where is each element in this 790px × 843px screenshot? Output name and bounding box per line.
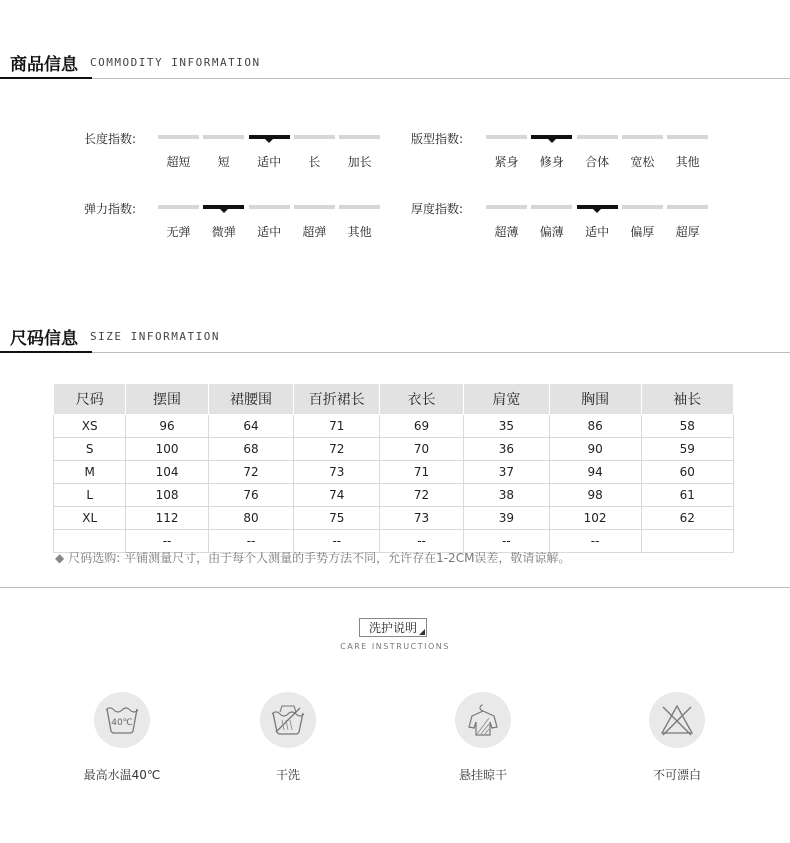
table-cell: 62 — [641, 507, 733, 530]
size-divider-accent — [0, 351, 92, 353]
index-option: 修身 — [539, 155, 564, 169]
table-cell: 72 — [380, 484, 464, 507]
size-table-header — [54, 384, 734, 415]
index-option: 宽松 — [630, 155, 655, 169]
index-bar — [667, 205, 708, 209]
table-cell: 68 — [208, 438, 294, 461]
index-bar — [294, 205, 335, 209]
no-bleach-icon — [649, 692, 705, 748]
care-title: 洗护说明 — [368, 621, 417, 635]
index-bar — [203, 135, 244, 139]
index-bar — [339, 205, 380, 209]
index-option: 微弹 — [211, 225, 236, 239]
commodity-divider — [0, 78, 790, 79]
table-cell: L — [54, 484, 126, 507]
table-cell: 100 — [126, 438, 208, 461]
care-label-no-bleach: 不可漂白 — [652, 768, 701, 782]
commodity-divider-accent — [0, 77, 92, 79]
table-cell: -- — [380, 530, 464, 553]
section-divider — [0, 587, 790, 588]
table-cell: 69 — [380, 415, 464, 438]
table-cell: 108 — [126, 484, 208, 507]
index-bar — [249, 205, 290, 209]
hang-dry-icon — [455, 692, 511, 748]
index-option: 超薄 — [494, 225, 519, 239]
table-cell: 37 — [463, 461, 549, 484]
table-cell: 58 — [641, 415, 733, 438]
index-option: 适中 — [257, 225, 282, 239]
table-cell: 70 — [380, 438, 464, 461]
table-cell: XL — [54, 507, 126, 530]
index-bar — [622, 205, 663, 209]
size-table-header-cell: 摆围 — [126, 384, 208, 415]
table-cell: 98 — [549, 484, 641, 507]
table-cell: -- — [294, 530, 380, 553]
table-cell: -- — [208, 530, 294, 553]
index-option: 紧身 — [494, 155, 519, 169]
table-cell: 75 — [294, 507, 380, 530]
size-table-header-cell: 百折裙长 — [294, 384, 380, 415]
index-bar — [577, 135, 618, 139]
table-row — [54, 415, 734, 438]
index-option: 长 — [308, 155, 321, 169]
index-label: 厚度指数: — [411, 202, 464, 216]
index-label: 版型指数: — [411, 132, 464, 146]
table-cell: 36 — [463, 438, 549, 461]
index-option: 其他 — [675, 155, 700, 169]
table-cell: 64 — [208, 415, 294, 438]
index-label: 弹力指数: — [84, 202, 137, 216]
table-row — [54, 507, 734, 530]
care-subtitle: CARE INSTRUCTIONS — [340, 642, 450, 651]
size-section-header — [0, 322, 790, 354]
wash-temp-text: 40℃ — [111, 718, 133, 728]
diamond-icon: ◆ — [55, 551, 65, 565]
care-item-dry-clean — [228, 692, 348, 783]
table-cell: 74 — [294, 484, 380, 507]
index-bar — [531, 205, 572, 209]
table-cell — [641, 530, 733, 553]
table-cell: XS — [54, 415, 126, 438]
wash-40c-icon — [94, 692, 150, 748]
table-cell: -- — [549, 530, 641, 553]
table-cell: 112 — [126, 507, 208, 530]
index-bar — [294, 135, 335, 139]
index-bar — [486, 205, 527, 209]
table-cell: 73 — [294, 461, 380, 484]
table-cell: 71 — [294, 415, 380, 438]
size-table-header-cell: 袖长 — [641, 384, 733, 415]
index-option: 超厚 — [675, 225, 700, 239]
size-table-header-cell: 裙腰围 — [208, 384, 294, 415]
index-option: 偏厚 — [630, 225, 655, 239]
table-cell: 59 — [641, 438, 733, 461]
table-cell: 73 — [380, 507, 464, 530]
table-cell: S — [54, 438, 126, 461]
table-row — [54, 461, 734, 484]
care-item-hang-dry — [423, 692, 543, 783]
table-cell: 104 — [126, 461, 208, 484]
size-title-cn: 尺码信息 — [10, 329, 78, 349]
size-note-text: 尺码选购: 平铺测量尺寸，由于每个人测量的手势方法不同，允许存在1-2CM误差，敬请谅解。 — [68, 551, 571, 565]
size-table-header-cell: 胸围 — [549, 384, 641, 415]
care-item-no-bleach — [617, 692, 737, 783]
commodity-section-header — [0, 48, 790, 80]
table-cell: 102 — [549, 507, 641, 530]
index-bar-selected — [203, 205, 244, 209]
index-option: 加长 — [347, 155, 372, 169]
table-cell: 72 — [208, 461, 294, 484]
table-row — [54, 484, 734, 507]
size-title-en: SIZE INFORMATION — [90, 330, 220, 343]
commodity-title-en: COMMODITY INFORMATION — [90, 56, 261, 69]
index-option: 其他 — [347, 225, 372, 239]
table-cell: 38 — [463, 484, 549, 507]
table-cell: 72 — [294, 438, 380, 461]
size-table-header-cell: 衣长 — [380, 384, 464, 415]
care-label-hang-dry: 悬挂晾干 — [458, 768, 507, 782]
table-cell: M — [54, 461, 126, 484]
table-cell: 94 — [549, 461, 641, 484]
care-label-dry-clean: 干洗 — [275, 768, 300, 782]
index-option: 超弹 — [302, 225, 327, 239]
index-bar — [667, 135, 708, 139]
table-cell: 76 — [208, 484, 294, 507]
care-title-box — [359, 618, 427, 637]
index-label: 长度指数: — [84, 132, 137, 146]
index-option: 偏薄 — [539, 225, 564, 239]
size-table-header-cell: 肩宽 — [463, 384, 549, 415]
index-bar-selected — [577, 205, 618, 209]
index-bar — [622, 135, 663, 139]
index-bar-selected — [249, 135, 290, 139]
table-row — [54, 438, 734, 461]
table-cell: 60 — [641, 461, 733, 484]
table-cell: 96 — [126, 415, 208, 438]
index-bar-selected — [531, 135, 572, 139]
care-item-wash — [62, 692, 182, 783]
table-cell: -- — [126, 530, 208, 553]
table-cell: 39 — [463, 507, 549, 530]
size-divider — [0, 352, 790, 353]
index-bar — [339, 135, 380, 139]
index-bar — [158, 135, 199, 139]
table-cell: -- — [463, 530, 549, 553]
corner-triangle-icon — [419, 629, 425, 635]
commodity-title-cn: 商品信息 — [10, 55, 78, 75]
size-note — [55, 549, 570, 566]
table-cell: 35 — [463, 415, 549, 438]
care-label-wash: 最高水温40℃ — [83, 768, 161, 782]
index-bar — [158, 205, 199, 209]
size-table-header-cell: 尺码 — [54, 384, 126, 415]
index-option: 合体 — [585, 155, 610, 169]
size-table — [53, 383, 734, 553]
index-option: 超短 — [166, 155, 191, 169]
table-cell: 61 — [641, 484, 733, 507]
index-option: 适中 — [257, 155, 282, 169]
index-option: 无弹 — [166, 225, 191, 239]
index-option: 短 — [217, 155, 230, 169]
index-bar — [486, 135, 527, 139]
index-option: 适中 — [585, 225, 610, 239]
table-cell: 90 — [549, 438, 641, 461]
table-cell: 86 — [549, 415, 641, 438]
table-cell: 80 — [208, 507, 294, 530]
dry-clean-icon — [260, 692, 316, 748]
table-cell: 71 — [380, 461, 464, 484]
